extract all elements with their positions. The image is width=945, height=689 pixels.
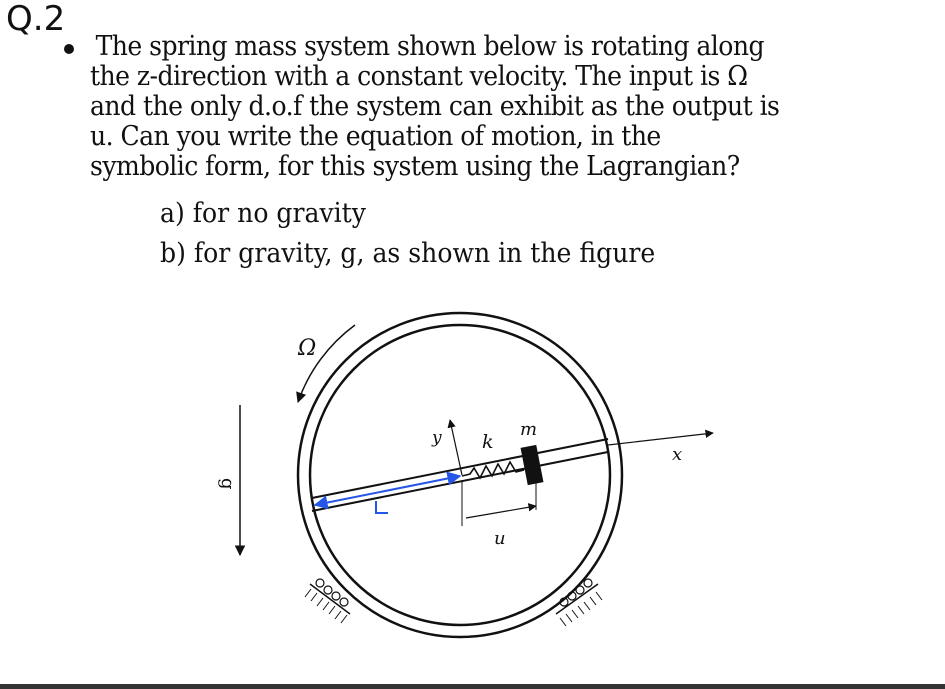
sub-question-a: a) for no gravity [160,198,366,229]
length-label-mark [376,501,388,513]
u-label: u [494,528,506,549]
bullet-point [64,44,74,54]
question-line-2: the z-direction with a constant velocity. The input is Ω [90,61,748,92]
question-line-3: and the only d.o.f the system can exhibit as the output is [90,91,780,122]
y-axis-label: y [432,428,442,448]
question-text [90,32,825,182]
length-arrow [315,476,460,505]
spring-mass-figure [190,300,730,660]
ring-outer [298,313,622,637]
mass-block [521,445,544,485]
rod-bottom-edge [312,452,608,511]
question-number: Q.2 [6,0,66,39]
right-support [556,579,602,626]
question-line-5: symbolic form, for this system using the Lagrangian? [90,151,740,182]
gravity-label: g [217,478,238,490]
mass-label: m [520,419,538,440]
question-line-1: The spring mass system shown below is rotating along [95,31,764,62]
sub-question-b: b) for gravity, g, as shown in the figure [160,238,656,269]
y-axis-arrow [450,420,462,475]
ring-inner [310,325,610,625]
omega-label: Ω [298,336,317,361]
x-axis-label: x [672,444,683,465]
question-line-4: u. Can you write the equation of motion, in the [90,121,661,152]
spring [462,462,524,478]
u-arrow [466,506,536,518]
spring-label: k [482,431,494,453]
bottom-divider [0,684,945,689]
x-axis-arrow [608,433,713,445]
